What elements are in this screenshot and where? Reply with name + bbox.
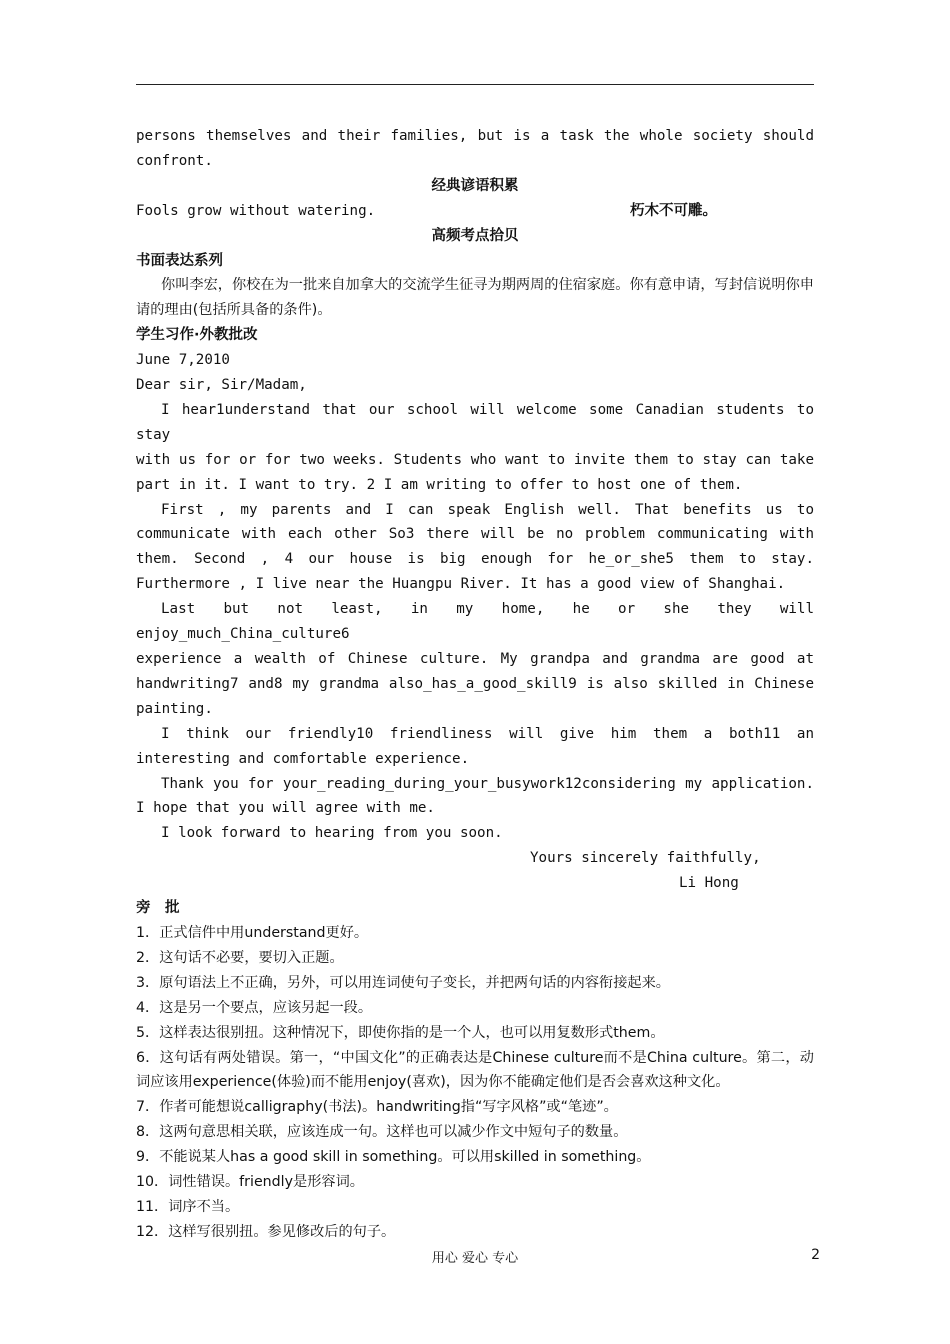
letter-closing: Yours sincerely faithfully, [530,850,761,867]
proverb-english: Fools grow without watering. [136,202,376,219]
essay-paragraph-4-first-line: I think our friendly10 friendliness will give him them a both11 an [161,725,814,742]
side-note-item: 10．词性错误。friendly是形容词。 [136,1174,364,1191]
side-note-item: 7．作者可能想说calligraphy(书法)。handwriting指“写字风格”或“笔迹”。 [136,1099,618,1116]
side-note-item: 11．词序不当。 [136,1198,240,1215]
letter-date: June 7,2010 [136,352,230,369]
side-note-item: 5．这样表达很别扭。这种情况下，即使你指的是一个人，也可以用复数形式them。 [136,1024,665,1041]
side-note-item: 9．不能说某人has a good skill in something。可以用skilled in something。 [136,1149,651,1166]
essay-paragraph-4-body: interesting and comfortable experience. [136,750,470,767]
writing-series-heading: 书面表达系列 [136,252,223,269]
page-footer [0,1247,950,1269]
essay-paragraph-6: I look forward to hearing from you soon. [161,825,503,842]
essay-paragraph-1-first-line: I hear1understand that our school will welcome some Canadian students to stay [136,401,814,443]
proverb-chinese: 朽木不可雕。 [630,202,717,219]
essay-paragraph-3-first-line: Last but not least, in my home, he or she they will enjoy_much_China_culture6 [136,601,814,643]
side-note-item: 3．原句语法上不正确，另外，可以用连词使句子变长，并把两句话的内容衔接起来。 [136,974,670,991]
header-rule [136,84,814,85]
essay-paragraph-5-body: I hope that you will agree with me. [136,800,435,817]
side-note-item: 2．这句话不必要，要切入正题。 [136,949,344,966]
student-essay-heading: 学生习作·外教批改 [136,327,258,344]
proverb-heading: 经典谚语积累 [431,177,519,194]
side-note-item: 8．这两句意思相关联，应该连成一句。这样也可以减少作文中短句子的数量。 [136,1124,628,1141]
side-notes-heading: 旁 批 [136,900,180,917]
page-content [136,124,814,1245]
essay-paragraph-5-first-line: Thank you for your_reading_during_your_busywork12considering my application. [161,775,814,792]
side-note-item: 4．这是另一个要点，应该另起一段。 [136,999,373,1016]
essay-paragraph-3-body: experience a wealth of Chinese culture. My grandpa and grandma are good at handwriting7 and8 my grandma also_has_a_good_skill9 is also skilled in Chinese painting. [136,651,814,717]
writing-prompt: 你叫李宏，你校在为一批来自加拿大的交流学生征寻为期两周的住宿家庭。你有意申请，写封信说明你申请的理由(包括所具备的条件)。 [136,277,814,319]
highfreq-heading: 高频考点拾贝 [431,227,519,244]
essay-paragraph-2-body: communicate with each other So3 there will be no problem communicating with them. Second , 4 our house is big enough for he_or_she5 them to stay. Furthermore , I live near the Huangpu River. It has a good view of Shanghai. [136,526,814,593]
continued-paragraph: persons themselves and their families, but is a task the whole society should confront. [136,128,814,169]
side-note-item: 6．这句话有两处错误。第一，“中国文化”的正确表达是Chinese culture而不是China culture。第二，动词应该用experience(体验)而不能用enjoy(喜欢)，因为你不能确定他们是否会喜欢这种文化。 [136,1049,814,1091]
proverb-line [136,199,814,224]
side-note-item: 1．正式信件中用understand更好。 [136,924,369,941]
essay-paragraph-1-body: with us for or for two weeks. Students who want to invite them to stay can take part in it. I want to try. 2 I am writing to offer to host one of them. [136,451,814,493]
side-note-item: 12．这样写很别扭。参见修改后的句子。 [136,1223,396,1240]
page-number: 2 [811,1247,820,1263]
essay-paragraph-2-first-line: First , my parents and I can speak English well. That benefits us to [161,501,814,518]
letter-salutation: Dear sir, Sir/Madam, [136,377,307,394]
letter-signature: Li Hong [679,875,739,892]
footer-motto: 用心 爱心 专心 [431,1251,519,1266]
